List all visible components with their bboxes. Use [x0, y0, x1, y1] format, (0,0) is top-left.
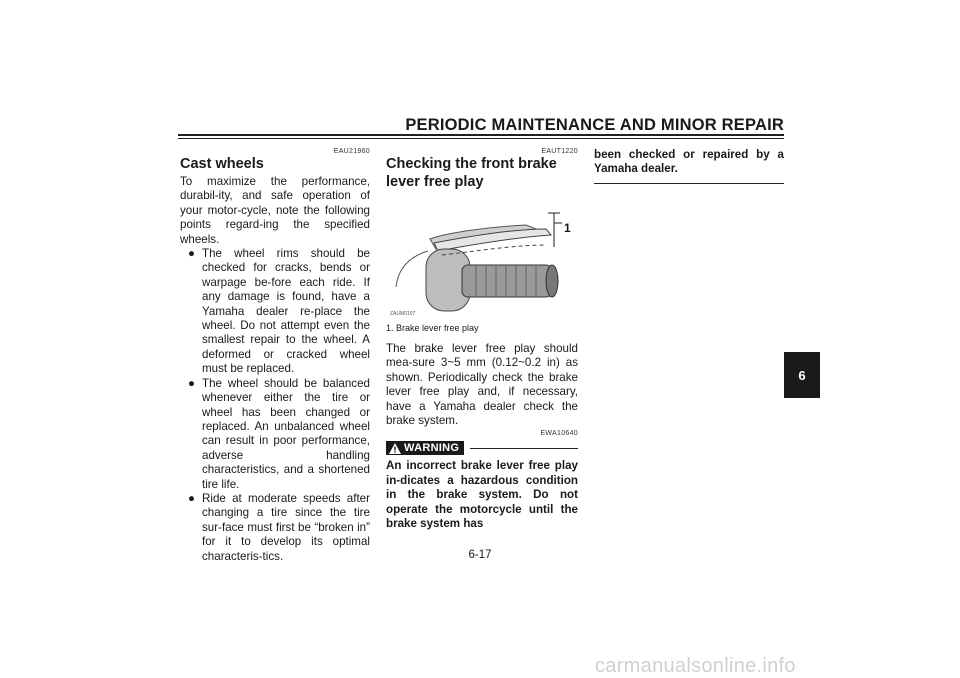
warning-code: EWA10640	[540, 430, 578, 438]
warning-banner	[386, 441, 578, 455]
figure-caption: 1. Brake lever free play	[386, 323, 479, 333]
list-item: ● The wheel rims should be checked for cracks, bends or warpage be-fore each ride. If any damage is found, have a Yamaha dealer re-place the wheel. Do not attempt even the smallest repair to the wheel. A deformed or cracked wheel must be replaced.	[188, 247, 370, 376]
watermark: carmanualsonline.info	[595, 655, 796, 677]
section-code: EAU21960	[333, 148, 370, 155]
column-continued	[594, 148, 784, 184]
figure-callout-number: 1	[564, 221, 571, 235]
column-cast-wheels	[180, 148, 370, 564]
section-heading: Cast wheels	[180, 156, 264, 172]
header-rule-thin	[178, 138, 784, 139]
page-number: 6-17	[468, 549, 492, 561]
warning-badge	[386, 441, 464, 455]
intro-paragraph: To maximize the performance, durabil-ity, and safe operation of your motor-cycle, note the following points regard-ing the specified wheels.	[180, 175, 370, 246]
warning-text: An incorrect brake lever free play in-dicates a hazardous condition in the brake system. Do not operate the motorcycle until the brake system has	[386, 459, 578, 531]
bullet-icon: ●	[188, 247, 196, 261]
warning-text-continued: been checked or repaired by a Yamaha dealer.	[594, 148, 784, 176]
bullet-list	[180, 247, 370, 564]
figure-code: ZAUM0107	[390, 311, 416, 317]
warning-rule	[470, 448, 578, 449]
brake-lever-illustration	[386, 199, 578, 321]
header-rule	[178, 134, 784, 136]
brake-lever-figure	[386, 199, 578, 321]
section-heading: Checking the front brake lever free play	[386, 156, 557, 190]
bullet-icon: ●	[188, 491, 196, 505]
bullet-icon: ●	[188, 376, 196, 390]
list-item: ● The wheel should be balanced whenever either the tire or wheel has been changed or replaced. An unbalanced wheel can result in poor performance, adverse handling characteristics, and a shortened tire life.	[188, 376, 370, 491]
warning-label: WARNING	[404, 442, 460, 455]
list-item: ● Ride at moderate speeds after changing a tire since the tire sur-face must first be “broken in” for it to develop its optimal characteris-tics.	[188, 491, 370, 563]
column-brake-lever	[386, 148, 578, 531]
warning-end-rule	[594, 183, 784, 184]
page-header-title: PERIODIC MAINTENANCE AND MINOR REPAIR	[405, 116, 784, 134]
warning-triangle-icon	[389, 443, 401, 454]
section-code: EAUT1220	[541, 148, 578, 155]
body-paragraph: The brake lever free play should mea-sure 3~5 mm (0.12~0.2 in) as shown. Periodically check the brake lever free play and, if necessary, have a Yamaha dealer check the brake system.	[386, 342, 578, 428]
chapter-tab: 6	[784, 352, 820, 398]
